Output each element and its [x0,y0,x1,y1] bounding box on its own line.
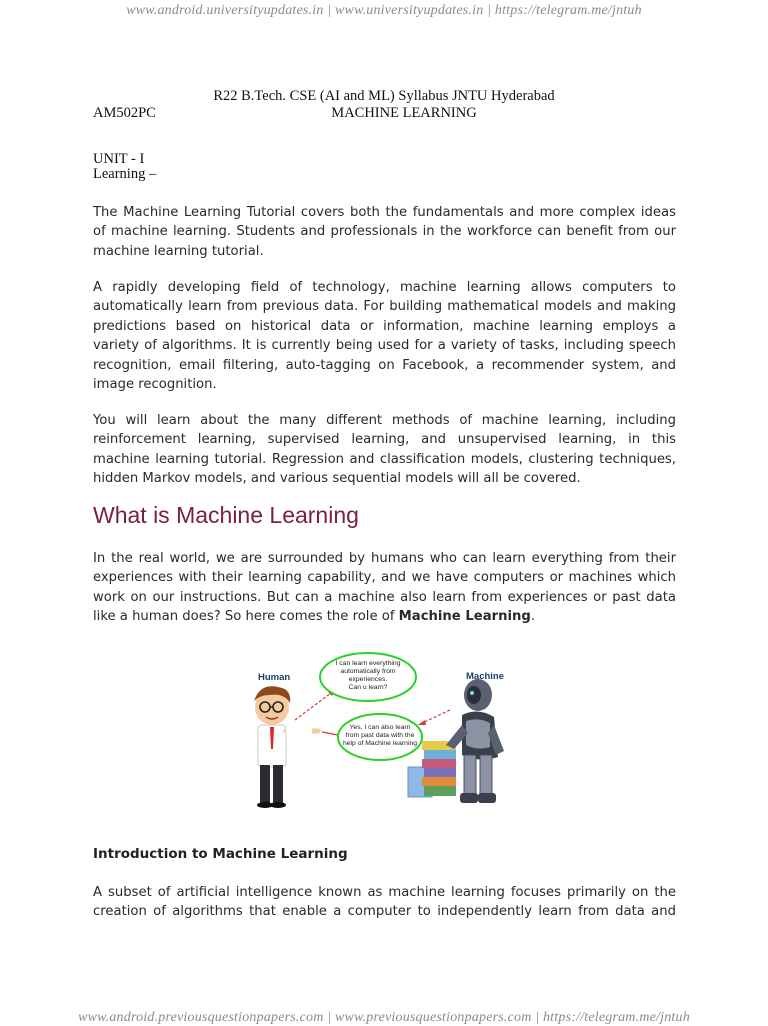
text-line: In the real world, we are surrounded by humans who can learn everything from their [93,551,676,566]
text-line: hidden Markov models, and various sequential models will all be covered. [93,471,581,487]
human-label: Human [258,672,291,683]
machine-label: Machine [466,671,505,682]
section-heading-what-is-ml: What is Machine Learning [93,502,359,528]
topic-label: Learning – [93,166,157,182]
bubble-answer-text [340,724,420,748]
arrow-human-to-bubble [295,690,335,720]
text-line: A rapidly developing field of technology, machine learning allows computers to [93,280,676,295]
text-line: machine learning tutorial. [93,243,264,259]
bubble-line: help of Machine learning [342,740,418,747]
course-code: AM502PC [93,105,156,121]
text-line: predictions based on historical data or information, machine learning employs a [93,318,676,334]
text-line: image recognition. [93,377,217,393]
text-line: A subset of artificial intelligence known as machine learning focuses primarily on the [93,885,676,900]
bubble-line: automatically from [340,668,396,675]
what-is-paragraph [93,549,676,627]
watermark-bottom: www.android.previousquestionpapers.com | www.previousquestionpapers.com | https://telegram.me/jntuh [78,1010,690,1025]
unit-label: UNIT - I [93,151,145,167]
text-line: work on our instructions. But can a machine also learn from experiences or past data [93,589,676,605]
watermark-top: www.android.universityupdates.in | www.universityupdates.in | https://telegram.me/jntuh [126,3,642,18]
intro-paragraph-1 [93,203,676,261]
arrow-hand [322,732,338,735]
bubble-question-text [322,660,414,692]
text-line: automatically learn from previous data. For building mathematical models and making [93,299,676,315]
bubble-line: experiences. [348,676,388,683]
intro-paragraph-3 [93,411,676,489]
human-machine-illustration [240,645,530,815]
text-line: recognition, email filtering, auto-tagging on Facebook, a recommender system, and [93,357,676,373]
intro-paragraph-2 [93,278,676,394]
text-fragment: like a human does? So here comes the role of [93,609,399,625]
introduction-paragraph [93,883,676,922]
text-line: You will learn about the many different methods of machine learning, including [93,413,676,428]
human-figure [254,686,318,808]
text-line: machine learning tutorial. Regression and classification models, clustering techniques, [93,451,676,467]
bold-term: Machine Learning [398,609,531,625]
bubble-line: I can learn everything [335,660,401,667]
text-fragment: . [530,609,536,625]
section-heading-introduction: Introduction to Machine Learning [93,846,348,862]
syllabus-title: R22 B.Tech. CSE (AI and ML) Syllabus JNTU Hyderabad [213,88,555,104]
text-line: reinforcement learning, supervised learning, and unsupervised learning, in this [93,432,676,448]
text-line: variety of algorithms. It is currently being used for a variety of tasks, including speech [93,338,676,354]
text-line [93,607,676,626]
text-line: of machine learning. Students and professionals in the workforce can benefit from our [93,224,676,240]
text-line: The Machine Learning Tutorial covers both the fundamentals and more complex ideas [93,205,676,220]
bubble-line: from past data with the [345,732,415,739]
text-line: creation of algorithms that enable a computer to independently learn from data and [93,904,676,920]
bubble-line: Yes, I can also learn [349,724,411,731]
course-title: MACHINE LEARNING [331,105,477,121]
bubble-line: Can u learn? [348,684,388,691]
text-line: experiences with their learning capability, and we have computers or machines which [93,570,676,586]
